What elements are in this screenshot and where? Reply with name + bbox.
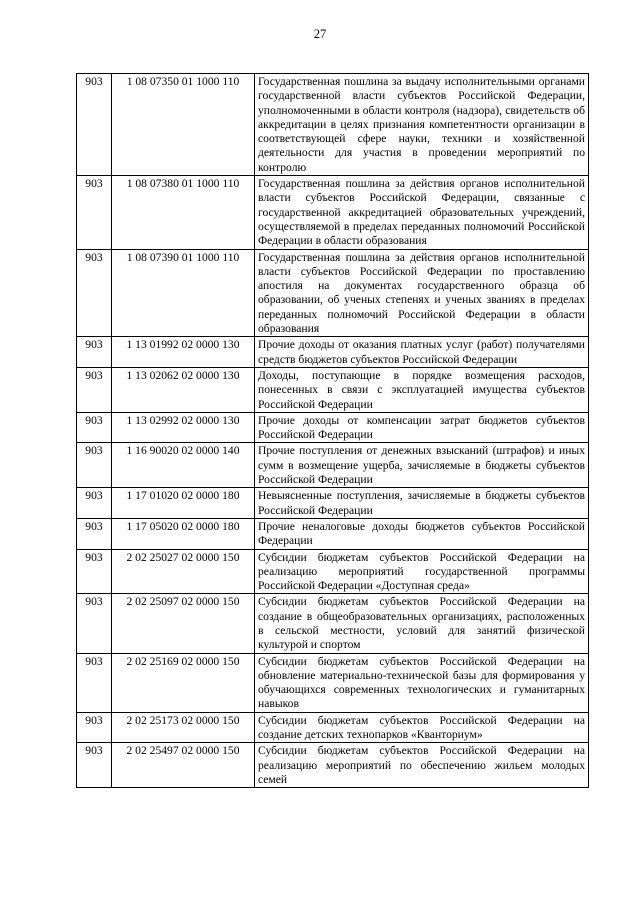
table-row — [77, 249, 589, 337]
budget-code-cell: 1 08 07390 01 1000 110 — [112, 249, 255, 337]
table-row — [77, 712, 589, 743]
page-number: 27 — [313, 27, 327, 41]
budget-code-cell: 1 13 01992 02 0000 130 — [112, 337, 255, 368]
revenue-name-cell: Субсидии бюджетам субъектов Российской Федерации на реализацию мероприятий по обеспечению жильем молодых семей — [255, 743, 589, 788]
revenue-name-cell: Прочие доходы от оказания платных услуг (работ) получателями средств бюджетов субъектов Российской Федерации — [255, 337, 589, 368]
admin-code-cell: 903 — [77, 594, 112, 653]
admin-code-cell: 903 — [77, 743, 112, 788]
revenue-name-cell: Доходы, поступающие в порядке возмещения расходов, понесенных в связи с эксплуатацией имущества субъектов Российской Федерации — [255, 367, 589, 412]
table-row — [77, 443, 589, 488]
revenue-codes-table — [76, 73, 589, 788]
revenue-name-cell: Прочие неналоговые доходы бюджетов субъектов Российской Федерации — [255, 518, 589, 549]
admin-code-cell: 903 — [77, 367, 112, 412]
revenue-name-cell: Государственная пошлина за действия органов исполнительной власти субъектов Российской Федерации по проставлению апостиля на документах государственного образца об образовании, об ученых степенях и ученых званиях в пределах переданных полномочий Российской Федерации в области образования — [255, 249, 589, 337]
admin-code-cell: 903 — [77, 249, 112, 337]
table-row — [77, 594, 589, 653]
admin-code-cell: 903 — [77, 518, 112, 549]
budget-code-cell: 2 02 25169 02 0000 150 — [112, 653, 255, 712]
admin-code-cell: 903 — [77, 74, 112, 176]
revenue-name-cell: Субсидии бюджетам субъектов Российской Федерации на реализацию мероприятий государственной программы Российской Федерации «Доступная среда» — [255, 549, 589, 594]
table-row — [77, 488, 589, 519]
admin-code-cell: 903 — [77, 337, 112, 368]
table-row — [77, 743, 589, 788]
budget-code-cell: 2 02 25497 02 0000 150 — [112, 743, 255, 788]
budget-code-cell: 2 02 25173 02 0000 150 — [112, 712, 255, 743]
admin-code-cell: 903 — [77, 488, 112, 519]
budget-code-cell: 1 17 01020 02 0000 180 — [112, 488, 255, 519]
table-row — [77, 74, 589, 176]
revenue-name-cell: Невыясненные поступления, зачисляемые в бюджеты субъектов Российской Федерации — [255, 488, 589, 519]
budget-code-cell: 1 08 07380 01 1000 110 — [112, 176, 255, 249]
table-row — [77, 176, 589, 249]
revenue-name-cell: Субсидии бюджетам субъектов Российской Федерации на создание детских технопарков «Кванториум» — [255, 712, 589, 743]
revenue-name-cell: Государственная пошлина за действия органов исполнительной власти субъектов Российской Федерации, связанные с государственной аккредитацией образовательных учреждений, осуществляемой в пределах переданных полномочий Российской Федерации в области образования — [255, 176, 589, 249]
admin-code-cell: 903 — [77, 176, 112, 249]
table-row — [77, 337, 589, 368]
admin-code-cell: 903 — [77, 712, 112, 743]
budget-code-cell: 1 13 02992 02 0000 130 — [112, 412, 255, 443]
budget-code-cell: 1 08 07350 01 1000 110 — [112, 74, 255, 176]
budget-code-cell: 2 02 25097 02 0000 150 — [112, 594, 255, 653]
revenue-name-cell: Прочие доходы от компенсации затрат бюджетов субъектов Российской Федерации — [255, 412, 589, 443]
budget-code-cell: 2 02 25027 02 0000 150 — [112, 549, 255, 594]
admin-code-cell: 903 — [77, 412, 112, 443]
budget-code-cell: 1 13 02062 02 0000 130 — [112, 367, 255, 412]
table-row — [77, 549, 589, 594]
revenue-name-cell: Субсидии бюджетам субъектов Российской Федерации на создание в общеобразовательных организациях, расположенных в сельской местности, условий для занятий физической культурой и спортом — [255, 594, 589, 653]
admin-code-cell: 903 — [77, 653, 112, 712]
table-row — [77, 412, 589, 443]
revenue-name-cell: Государственная пошлина за выдачу исполнительными органами государственной власти субъектов Российской Федерации, уполномоченными в области контроля (надзора), свидетельств об аккредитации в целях признания компетентности организации в соответствующей сфере науки, техники и хозяйственной деятельности для участия в проведении мероприятий по контролю — [255, 74, 589, 176]
table-row — [77, 518, 589, 549]
revenue-name-cell: Субсидии бюджетам субъектов Российской Федерации на обновление материально-технической базы для формирования у обучающихся современных технологических и гуманитарных навыков — [255, 653, 589, 712]
admin-code-cell: 903 — [77, 549, 112, 594]
budget-code-cell: 1 17 05020 02 0000 180 — [112, 518, 255, 549]
budget-code-cell: 1 16 90020 02 0000 140 — [112, 443, 255, 488]
table-row — [77, 367, 589, 412]
revenue-name-cell: Прочие поступления от денежных взысканий (штрафов) и иных сумм в возмещение ущерба, зачисляемые в бюджеты субъектов Российской Федерации — [255, 443, 589, 488]
table-row — [77, 653, 589, 712]
admin-code-cell: 903 — [77, 443, 112, 488]
